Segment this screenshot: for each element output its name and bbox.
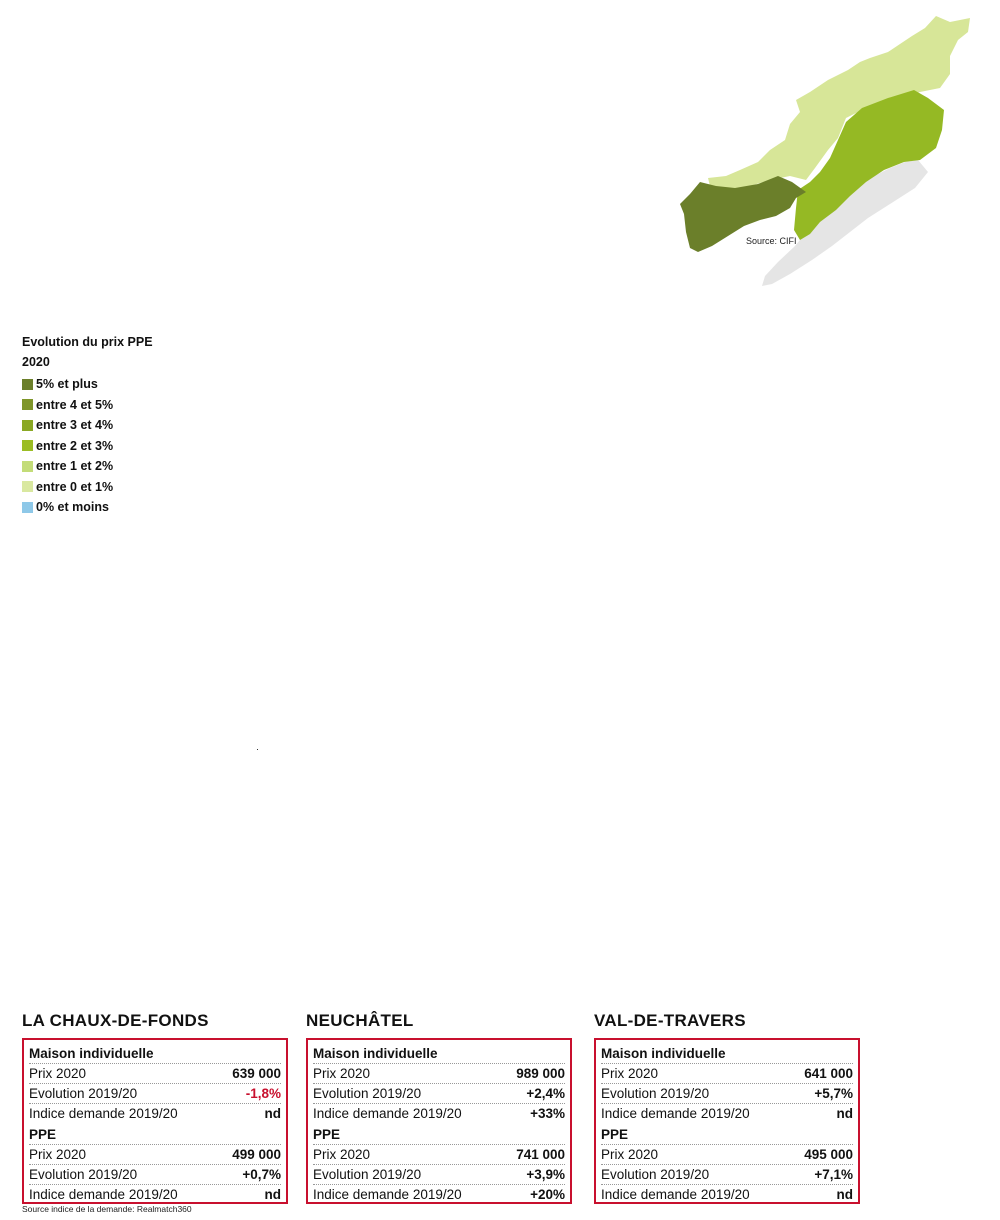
- row-value: nd: [836, 1106, 853, 1121]
- legend-list: [22, 374, 242, 518]
- section-label-ppe: PPE: [29, 1125, 281, 1145]
- region-table: [594, 1038, 860, 1204]
- row-label: Prix 2020: [29, 1066, 87, 1081]
- legend-item-label: entre 0 et 1%: [36, 479, 114, 494]
- row-label: Prix 2020: [313, 1147, 371, 1162]
- row-label: Indice demande 2019/20: [313, 1187, 462, 1202]
- legend-swatch: [22, 379, 33, 390]
- legend-item: [22, 415, 242, 436]
- table-row: [601, 1185, 853, 1204]
- table-row: [313, 1064, 565, 1084]
- row-label: Indice demande 2019/20: [29, 1106, 178, 1121]
- row-value: +3,9%: [526, 1167, 565, 1182]
- legend-item-label: 0% et moins: [36, 500, 109, 515]
- row-value: -1,8%: [245, 1086, 281, 1101]
- legend-item-label: 5% et plus: [36, 377, 98, 392]
- row-value: 495 000: [804, 1147, 853, 1162]
- row-label: Evolution 2019/20: [29, 1086, 138, 1101]
- legend-item: [22, 395, 242, 416]
- row-label: Indice demande 2019/20: [313, 1106, 462, 1121]
- legend-swatch: [22, 420, 33, 431]
- row-label: Indice demande 2019/20: [601, 1106, 750, 1121]
- section-label-maison: Maison individuelle: [29, 1044, 281, 1064]
- row-value: 989 000: [516, 1066, 565, 1081]
- row-label: Prix 2020: [601, 1147, 659, 1162]
- row-value: 741 000: [516, 1147, 565, 1162]
- region-title: VAL-DE-TRAVERS: [594, 1011, 746, 1030]
- row-label: Indice demande 2019/20: [29, 1187, 178, 1202]
- table-row: [313, 1104, 565, 1123]
- legend-item: [22, 374, 242, 395]
- region-map: [0, 0, 1000, 300]
- table-row: [313, 1165, 565, 1185]
- stray-dot: [257, 749, 258, 750]
- table-row: [29, 1145, 281, 1165]
- row-value: 639 000: [232, 1066, 281, 1081]
- legend-item-label: entre 4 et 5%: [36, 397, 114, 412]
- table-row: [601, 1165, 853, 1185]
- region-table: [306, 1038, 572, 1204]
- row-value: +5,7%: [814, 1086, 853, 1101]
- legend-item: [22, 456, 242, 477]
- row-value: nd: [264, 1187, 281, 1202]
- region-card-neuchatel: [306, 1010, 572, 1204]
- row-label: Evolution 2019/20: [601, 1086, 710, 1101]
- row-value: nd: [836, 1187, 853, 1202]
- region-title: NEUCHÂTEL: [306, 1011, 414, 1030]
- legend-item-label: entre 3 et 4%: [36, 418, 114, 433]
- row-label: Evolution 2019/20: [313, 1167, 422, 1182]
- row-value: 641 000: [804, 1066, 853, 1081]
- section-label-maison: Maison individuelle: [313, 1044, 565, 1064]
- legend-item: [22, 477, 242, 498]
- row-value: +20%: [530, 1187, 565, 1202]
- legend-swatch: [22, 481, 33, 492]
- table-row: [313, 1185, 565, 1204]
- table-row: [601, 1145, 853, 1165]
- row-label: Evolution 2019/20: [313, 1086, 422, 1101]
- legend-item-label: entre 2 et 3%: [36, 438, 114, 453]
- row-value: +33%: [530, 1106, 565, 1121]
- demand-index-source: Source indice de la demande: Realmatch360: [22, 1204, 192, 1214]
- table-row: [29, 1084, 281, 1104]
- row-label: Prix 2020: [601, 1066, 659, 1081]
- section-label-maison: Maison individuelle: [601, 1044, 853, 1064]
- row-label: Prix 2020: [313, 1066, 371, 1081]
- table-row: [313, 1084, 565, 1104]
- region-card-chaux-de-fonds: [22, 1010, 288, 1204]
- region-table: [22, 1038, 288, 1204]
- table-row: [29, 1104, 281, 1123]
- map-svg: [0, 0, 1000, 300]
- legend-swatch: [22, 502, 33, 513]
- table-row: [601, 1084, 853, 1104]
- legend-swatch: [22, 399, 33, 410]
- table-row: [601, 1104, 853, 1123]
- legend-title: Evolution du prix PPE: [22, 335, 153, 349]
- legend-item-label: entre 1 et 2%: [36, 459, 114, 474]
- table-row: [29, 1064, 281, 1084]
- legend-swatch: [22, 461, 33, 472]
- table-row: [29, 1185, 281, 1204]
- legend-item: [22, 497, 242, 518]
- row-value: +0,7%: [242, 1167, 281, 1182]
- section-label-ppe: PPE: [601, 1125, 853, 1145]
- row-value: +2,4%: [526, 1086, 565, 1101]
- row-value: 499 000: [232, 1147, 281, 1162]
- row-label: Prix 2020: [29, 1147, 87, 1162]
- region-card-val-de-travers: [594, 1010, 860, 1204]
- table-row: [313, 1145, 565, 1165]
- table-row: [29, 1165, 281, 1185]
- map-source-note: Source: CIFI: [746, 236, 797, 246]
- row-value: nd: [264, 1106, 281, 1121]
- row-label: Indice demande 2019/20: [601, 1187, 750, 1202]
- table-row: [601, 1064, 853, 1084]
- row-value: +7,1%: [814, 1167, 853, 1182]
- row-label: Evolution 2019/20: [601, 1167, 710, 1182]
- map-legend: [22, 332, 242, 518]
- legend-year: 2020: [22, 355, 50, 369]
- region-title: LA CHAUX-DE-FONDS: [22, 1011, 209, 1030]
- legend-swatch: [22, 440, 33, 451]
- row-label: Evolution 2019/20: [29, 1167, 138, 1182]
- legend-item: [22, 436, 242, 457]
- section-label-ppe: PPE: [313, 1125, 565, 1145]
